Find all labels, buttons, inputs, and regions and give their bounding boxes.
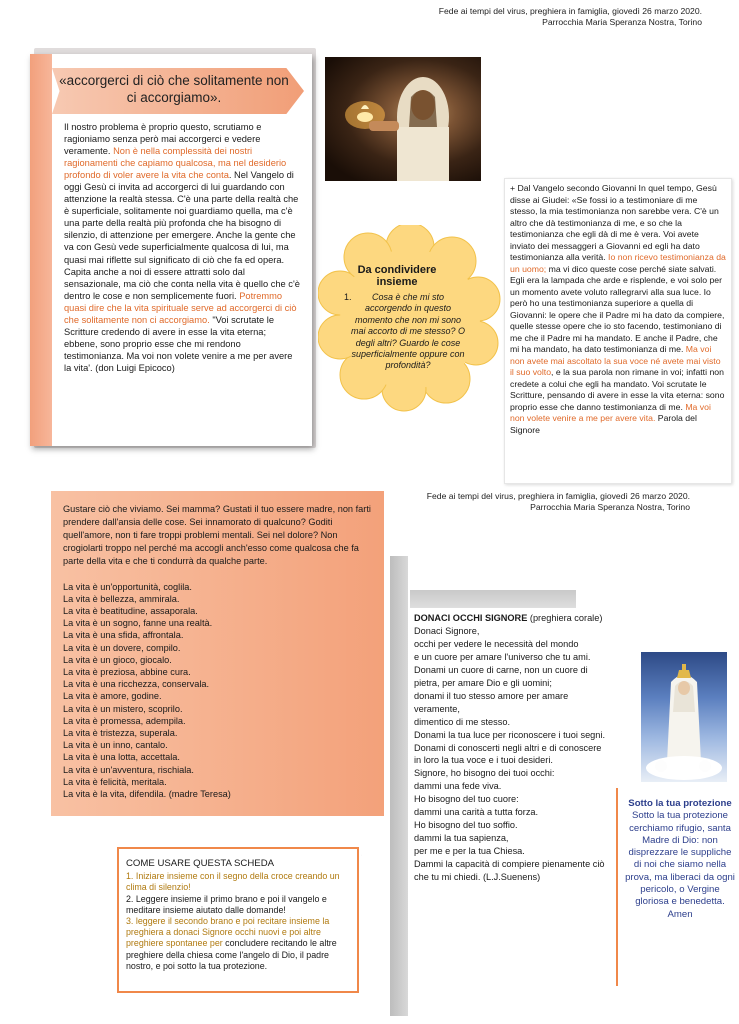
card-body-p3: "Voi scrutate le Scritture credendo di avere in esse la vita eterna; ebbene, sono proprio esse che mi rendono testimonianza. Ma voi non volete venire a me per avere la vita'. (don Luigi Epicoco) [64, 314, 293, 373]
how-to-text [126, 858, 350, 972]
gospel-h1: Io non ricevo testimonianza da un uomo; [510, 252, 726, 274]
prayer-line: Ho bisogno del tuo cuore: [414, 794, 519, 805]
vita-line: La vita è un mistero, scoprilo. [63, 703, 183, 714]
madonna-statue-image [641, 652, 727, 782]
vita-line: La vita è felicità, meritala. [63, 776, 167, 787]
card-body-p2: . Nel Vangelo di oggi Gesù ci invita ad accorgerci di lui guardando con attenzione la realtà stessa. C'è una parte della realtà che è superficiale, solitamente noi guardiamo quella, ma c'è una parte della realtà più profonda che ha bisogno di silenzio, di attenzione per emergere. Anche la gente che va con Gesù vede superficialmente qualcosa di lui, ma quasi mai riflette sul significato di ciò che fa ed opera. Capita anche a noi di essere attratti solo dal sensazionale, ma ciò che conta nella vita è quello che c'è dentro le cose e non semplicemente fuori. [64, 170, 300, 301]
prayer-line: Ho bisogno del tuo soffio. [414, 820, 518, 831]
madonna-text: Sotto la tua protezione cerchiamo rifugio, santa Madre di Dio: non disprezzare le suppliche di noi che siamo nella prova, ma liberaci da ogni pericolo, o Vergine gloriosa e benedetta. Amen [625, 810, 735, 920]
header-line1: Fede ai tempi del virus, preghiera in famiglia, giovedì 26 marzo 2020. [438, 6, 702, 16]
prayer-line: dammi una carità a tutta forza. [414, 807, 539, 818]
prayer-line: dammi una fede viva. [414, 781, 502, 792]
how-step-3a: 3. leggere il secondo brano e poi recitare insieme la preghiera a donaci Signore occhi nuovi e poi altre preghiere spontanee per [126, 916, 330, 949]
vita-line: La vita è tristezza, superala. [63, 727, 178, 738]
vita-line: La vita è una lotta, accettala. [63, 752, 180, 763]
prayer-line: Donami la tua luce per riconoscere i tuoi segni. [414, 729, 605, 740]
header2-line1: Fede ai tempi del virus, preghiera in famiglia, giovedì 26 marzo 2020. [426, 491, 690, 501]
gospel-h2: Ma voi non avete mai ascoltato la sua voce né avete mai visto il suo volto [510, 344, 721, 377]
vita-line: La vita è una ricchezza, conservala. [63, 679, 210, 690]
prayer-line: Donami un cuore di carne, non un cuore di pietra, per amare Dio e gli uomini; [414, 664, 588, 688]
gospel-h3: Ma voi non volete venire a me per avere vita. [510, 401, 711, 423]
prayer-heading [414, 612, 614, 625]
cloud-title: Da condividere insieme [357, 264, 437, 288]
prayer-line: Signore, ho bisogno dei tuoi occhi: [414, 768, 555, 779]
vita-line: La vita è una sfida, affrontala. [63, 630, 184, 641]
prayer-line: per me e per la tua Chiesa. [414, 846, 525, 857]
header2-line2: Parrocchia Maria Speranza Nostra, Torino [530, 502, 690, 512]
card-sidebar-stripe [30, 54, 52, 446]
prayer-lines [414, 625, 614, 884]
prayer-line: in loro la tua voce e i tuoi desideri. [414, 755, 553, 766]
vita-line: La vita è promessa, adempila. [63, 715, 186, 726]
reflection-intro: Gustare ciò che viviamo. Sei mamma? Gustati il tuo essere madre, non farti prendere dall'ansia delle cose. Sei innamorato di qualcuno? Goditi quell'amore, non ti fare troppi problemi mentali. Sei nel dolore? Non crogiolarti troppo nel perché ma accogli anch'esso come qualcosa che fa parte della vita e che ti condurrà da qualche parte. [63, 504, 371, 566]
question-text: Cosa è che mi sto accorgendo in questo momento che non mi sono mai accorto di me stesso? O degli altri? Guardo le cose superficialmente oppure con profondità? [350, 292, 466, 371]
gospel-t2: ma vi dico queste cose perché siate salvati. Egli era la lampada che arde e risplende, e voi solo per un momento avete voluto rallegrarvi alla sua luce. Io però ho una testimonianza superiore a quella di Giovanni: le opere che il Padre mi ha dato da compiere, quelle stesse opere che io sto facendo, testimoniano di me che il Padre mi ha mandato. E anche il Padre, che mi ha mandato, ha dato testimonianza di me. [510, 263, 725, 354]
prayer-line: dammi la tua sapienza, [414, 833, 509, 844]
vita-line: La vita è un inno, cantalo. [63, 740, 168, 751]
vita-line: La vita è un'avventura, rischiala. [63, 764, 194, 775]
how-step-3 [126, 916, 350, 972]
gospel-text [510, 183, 726, 436]
card-body-highlight1: Non è nella complessità dei nostri ragionamenti che capiamo qualcosa, ma nel desiderio profondo di voler avere la vita che conta [64, 146, 287, 181]
how-step-1: 1. Iniziare insieme con il segno della croce creando un clima di silenzio! [126, 871, 340, 893]
page-header-bottom [372, 491, 690, 513]
card-body-p1: Il nostro problema è proprio questo, scrutiamo e ragioniamo senza però mai accorgerci e vedere veramente. [64, 122, 262, 157]
prayer-line: dimentico di me stesso. [414, 716, 510, 727]
vita-line: La vita è preziosa, abbine cura. [63, 666, 191, 677]
page-header-top [372, 6, 702, 28]
madonna-title: Sotto la tua protezione [628, 798, 732, 809]
how-step-2: 2. Leggere insieme il primo brano e poi il vangelo e meditare insieme aiutato dalle domande! [126, 893, 327, 915]
vita-list [63, 581, 375, 801]
card-body-highlight2: Potremmo quasi dire che la vita spirituale serve ad accorgerci di ciò che solitamente non ci accorgiamo. [64, 290, 297, 325]
gospel-t4: Parola del Signore [510, 413, 697, 435]
madonna-prayer [624, 798, 736, 921]
gospel-t1: + Dal Vangelo secondo Giovanni In quel tempo, Gesù disse ai Giudei: «Se fossi io a testimoniare di me stesso, la mia testimonianza non sarebbe vera. C'è un altro che dà testimonianza di me, e so che la testimonianza che egli dà di me è vera. Voi avete inviato dei messaggeri a Giovanni ed egli ha dato testimonianza alla verità. [510, 183, 719, 262]
prayer-line: Donami di conoscerti negli altri e di conoscere [414, 742, 602, 753]
prayer-line: occhi per vedere le necessità del mondo [414, 638, 579, 649]
vita-line: La vita è beatitudine, assaporala. [63, 605, 198, 616]
jesus-lamp-image [325, 57, 481, 181]
orange-divider [616, 788, 618, 986]
gray-vertical-bar [390, 556, 408, 1016]
vita-line: La vita è amore, godine. [63, 691, 162, 702]
gospel-t3: , e la sua parola non rimane in voi; infatti non credete a colui che egli ha mandato. Voi scrutate le Scritture, pensando di avere in esse la vita eterna: sono proprio esse che danno testimonianza di me. [510, 367, 725, 412]
vita-line: La vita è un gioco, giocalo. [63, 654, 172, 665]
prayer-title: DONACI OCCHI SIGNORE [414, 613, 528, 623]
prayer-block [414, 612, 614, 884]
vita-line: La vita è la vita, difendila. (madre Teresa) [63, 788, 231, 799]
question-number: 1. [344, 292, 352, 302]
prayer-line: Dammi la capacità di compiere pienamente ciò che tu mi chiedi. (L.J.Suenens) [414, 859, 605, 883]
vita-line: La vita è bellezza, ammirala. [63, 593, 180, 604]
life-reflection-text [63, 503, 375, 800]
vita-line: La vita è un dovere, compilo. [63, 642, 181, 653]
prayer-line: donami il tuo stesso amore per amare veramente, [414, 690, 569, 714]
vita-line: La vita è un'opportunità, coglila. [63, 581, 192, 592]
how-to-title: COME USARE QUESTA SCHEDA [126, 858, 275, 869]
prayer-line: e un cuore per amare l'universo che tu ami. [414, 651, 591, 662]
header-line2: Parrocchia Maria Speranza Nostra, Torino [542, 17, 702, 27]
vita-line: La vita è un sogno, fanne una realtà. [63, 618, 213, 629]
card-title: «accorgerci di ciò che solitamente non ci accorgiamo». [59, 73, 289, 105]
card-body [64, 121, 300, 374]
how-step-3b: concludere recitando le altre preghiere della chiesa come l'angelo di Dio, il padre nostro, e poi sotto la tua protezione. [126, 938, 337, 971]
gray-horizontal-bar [410, 590, 576, 608]
cloud-question [344, 292, 468, 372]
prayer-subtitle: (preghiera corale) [527, 613, 603, 623]
prayer-line: Donaci Signore, [414, 625, 480, 636]
